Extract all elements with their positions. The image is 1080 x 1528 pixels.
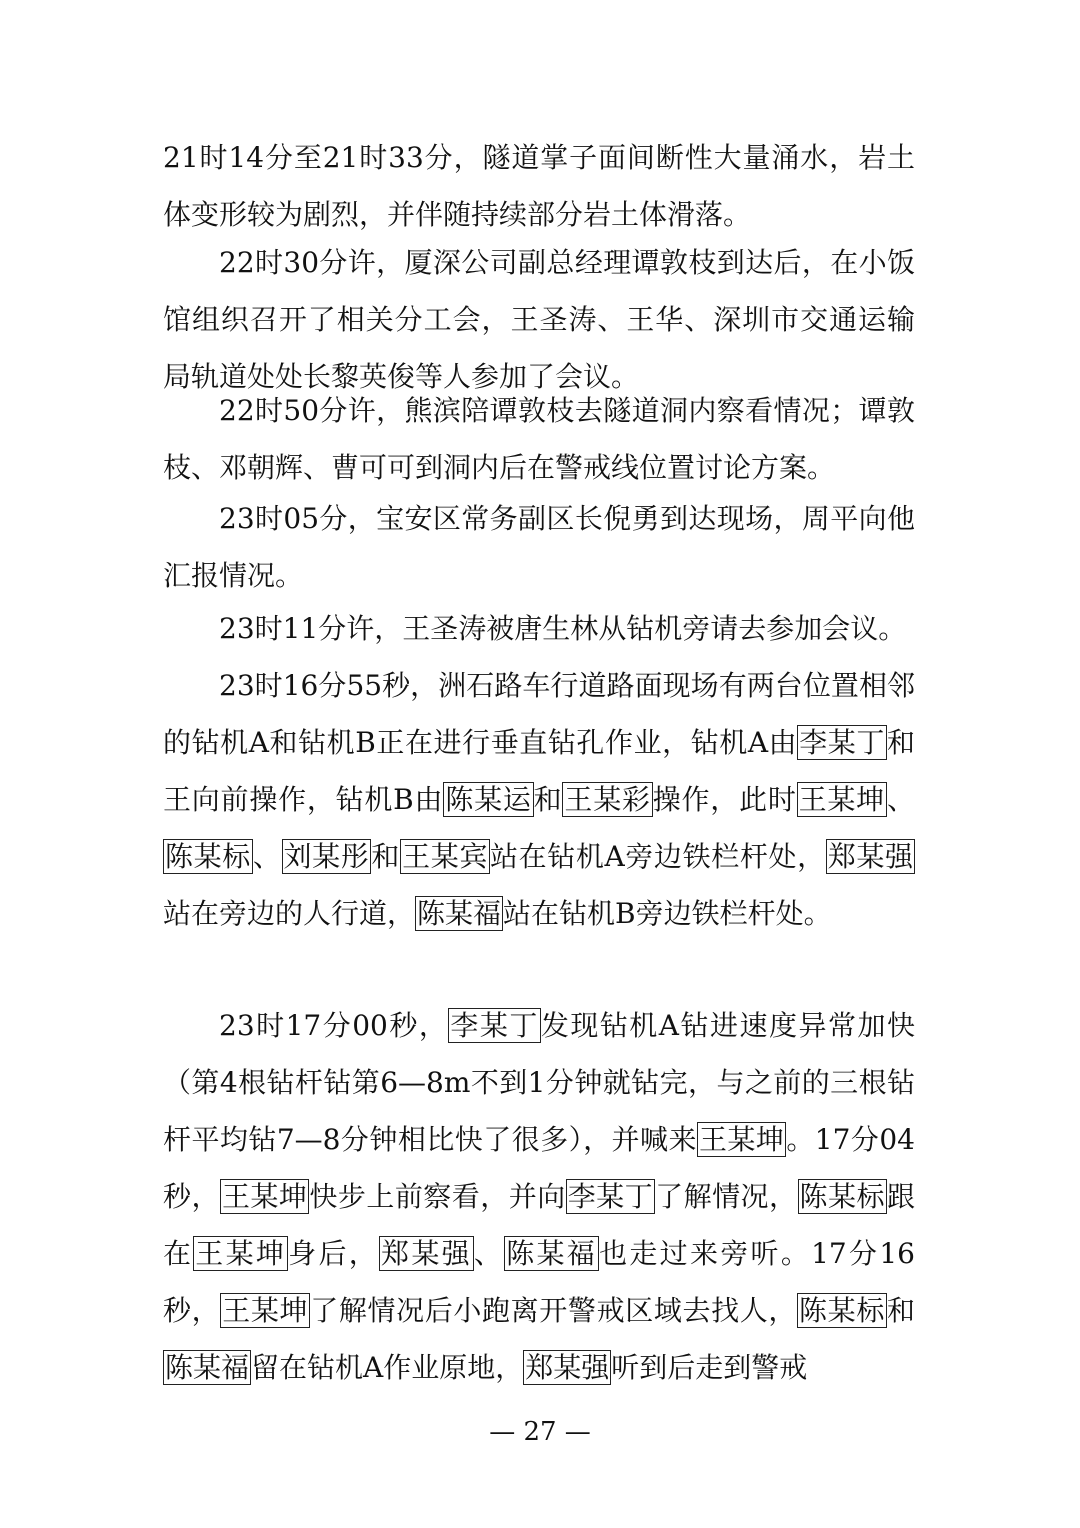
text-run: 23时05分，宝安区常务副区长倪勇到达现场，周平向他汇报情况。 xyxy=(163,502,915,592)
boxed-name: 王某坤 xyxy=(698,1123,785,1156)
text-run: 和 xyxy=(533,783,563,816)
paragraph-2 xyxy=(163,234,915,405)
boxed-name: 王某宾 xyxy=(402,840,488,873)
text-run: 21时14分至21时33分，隧道掌子面间断性大量涌水，岩土体变形较为剧烈，并伴随持续部分岩土体滑落。 xyxy=(163,141,915,231)
text-run: 23时17分00秒， xyxy=(219,1009,449,1042)
boxed-name: 陈某福 xyxy=(506,1237,598,1270)
paragraph-4 xyxy=(163,490,915,604)
text-run: 身后， xyxy=(288,1237,380,1270)
paragraph-3 xyxy=(163,382,915,496)
boxed-name: 刘某彤 xyxy=(283,840,370,873)
text-run: 也走过来旁听。17分16秒， xyxy=(163,1237,915,1327)
boxed-name: 郑某强 xyxy=(827,840,913,873)
boxed-name: 陈某标 xyxy=(165,840,251,873)
page-number: — 27 — xyxy=(489,1417,591,1447)
text-run: 和王向前操作，钻机B由 xyxy=(163,726,915,816)
paragraph-5 xyxy=(163,600,915,657)
text-run: 23时11分许，王圣涛被唐生林从钻机旁请去参加会议。 xyxy=(219,612,907,645)
boxed-name: 王某坤 xyxy=(222,1294,309,1327)
text-run: 23时16分55秒，洲石路车行道路面现场有两台位置相邻的钻机A和钻机B正在进行垂直钻孔作业，钻机A由 xyxy=(163,669,915,759)
text-run: 了解情况， xyxy=(655,1180,798,1213)
text-run: 站在钻机B旁边铁栏杆处。 xyxy=(503,897,832,930)
text-run: 操作，此时 xyxy=(652,783,797,816)
boxed-name: 陈某标 xyxy=(799,1294,885,1327)
boxed-name: 郑某强 xyxy=(525,1351,610,1384)
text-run: 了解情况后小跑离开警戒区域去找人， xyxy=(310,1294,798,1327)
paragraph-6 xyxy=(163,657,915,942)
text-run: 和 xyxy=(886,1294,915,1327)
text-run: 。17分04秒， xyxy=(163,1123,915,1213)
paragraph-1 xyxy=(163,129,915,243)
boxed-name: 陈某福 xyxy=(417,897,502,930)
text-run: 22时50分许，熊滨陪谭敦枝去隧道洞内察看情况；谭敦枝、邓朝辉、曹可可到洞内后在警戒线位置讨论方案。 xyxy=(163,394,915,484)
text-run: 听到后走到警戒 xyxy=(611,1351,808,1384)
boxed-name: 郑某强 xyxy=(381,1237,472,1270)
text-run: 发现钻机A钻进速度异常加快（第4根钻杆钻第6—8m不到1分钟就钻完，与之前的三根钻杆平均钻7—8分钟相比快了很多），并喊来 xyxy=(163,1009,915,1156)
text-run: 、 xyxy=(473,1237,505,1270)
boxed-name: 王某坤 xyxy=(195,1237,287,1270)
text-run: 快步上前察看，并向 xyxy=(309,1180,566,1213)
boxed-name: 陈某福 xyxy=(165,1351,250,1384)
text-run: 站在旁边的人行道， xyxy=(163,897,416,930)
boxed-name: 陈某运 xyxy=(445,783,532,816)
boxed-name: 李某丁 xyxy=(799,726,885,759)
boxed-name: 李某丁 xyxy=(450,1009,539,1042)
boxed-name: 王某坤 xyxy=(221,1180,308,1213)
text-run: 、 xyxy=(252,840,282,873)
text-run: 22时30分许，厦深公司副总经理谭敦枝到达后，在小饭馆组织召开了相关分工会，王圣涛、王华、深圳市交通运输局轨道处处长黎英俊等人参加了会议。 xyxy=(163,246,915,393)
text-run: 跟在 xyxy=(163,1180,915,1270)
boxed-name: 王某彩 xyxy=(564,783,651,816)
text-run: 、 xyxy=(886,783,915,816)
text-run: 站在钻机A旁边铁栏杆处， xyxy=(489,840,826,873)
boxed-name: 王某坤 xyxy=(798,783,885,816)
boxed-name: 陈某标 xyxy=(799,1180,885,1213)
boxed-name: 李某丁 xyxy=(567,1180,654,1213)
paragraph-7 xyxy=(163,997,915,1396)
text-run: 留在钻机A作业原地， xyxy=(251,1351,524,1384)
text-run: 和 xyxy=(371,840,401,873)
